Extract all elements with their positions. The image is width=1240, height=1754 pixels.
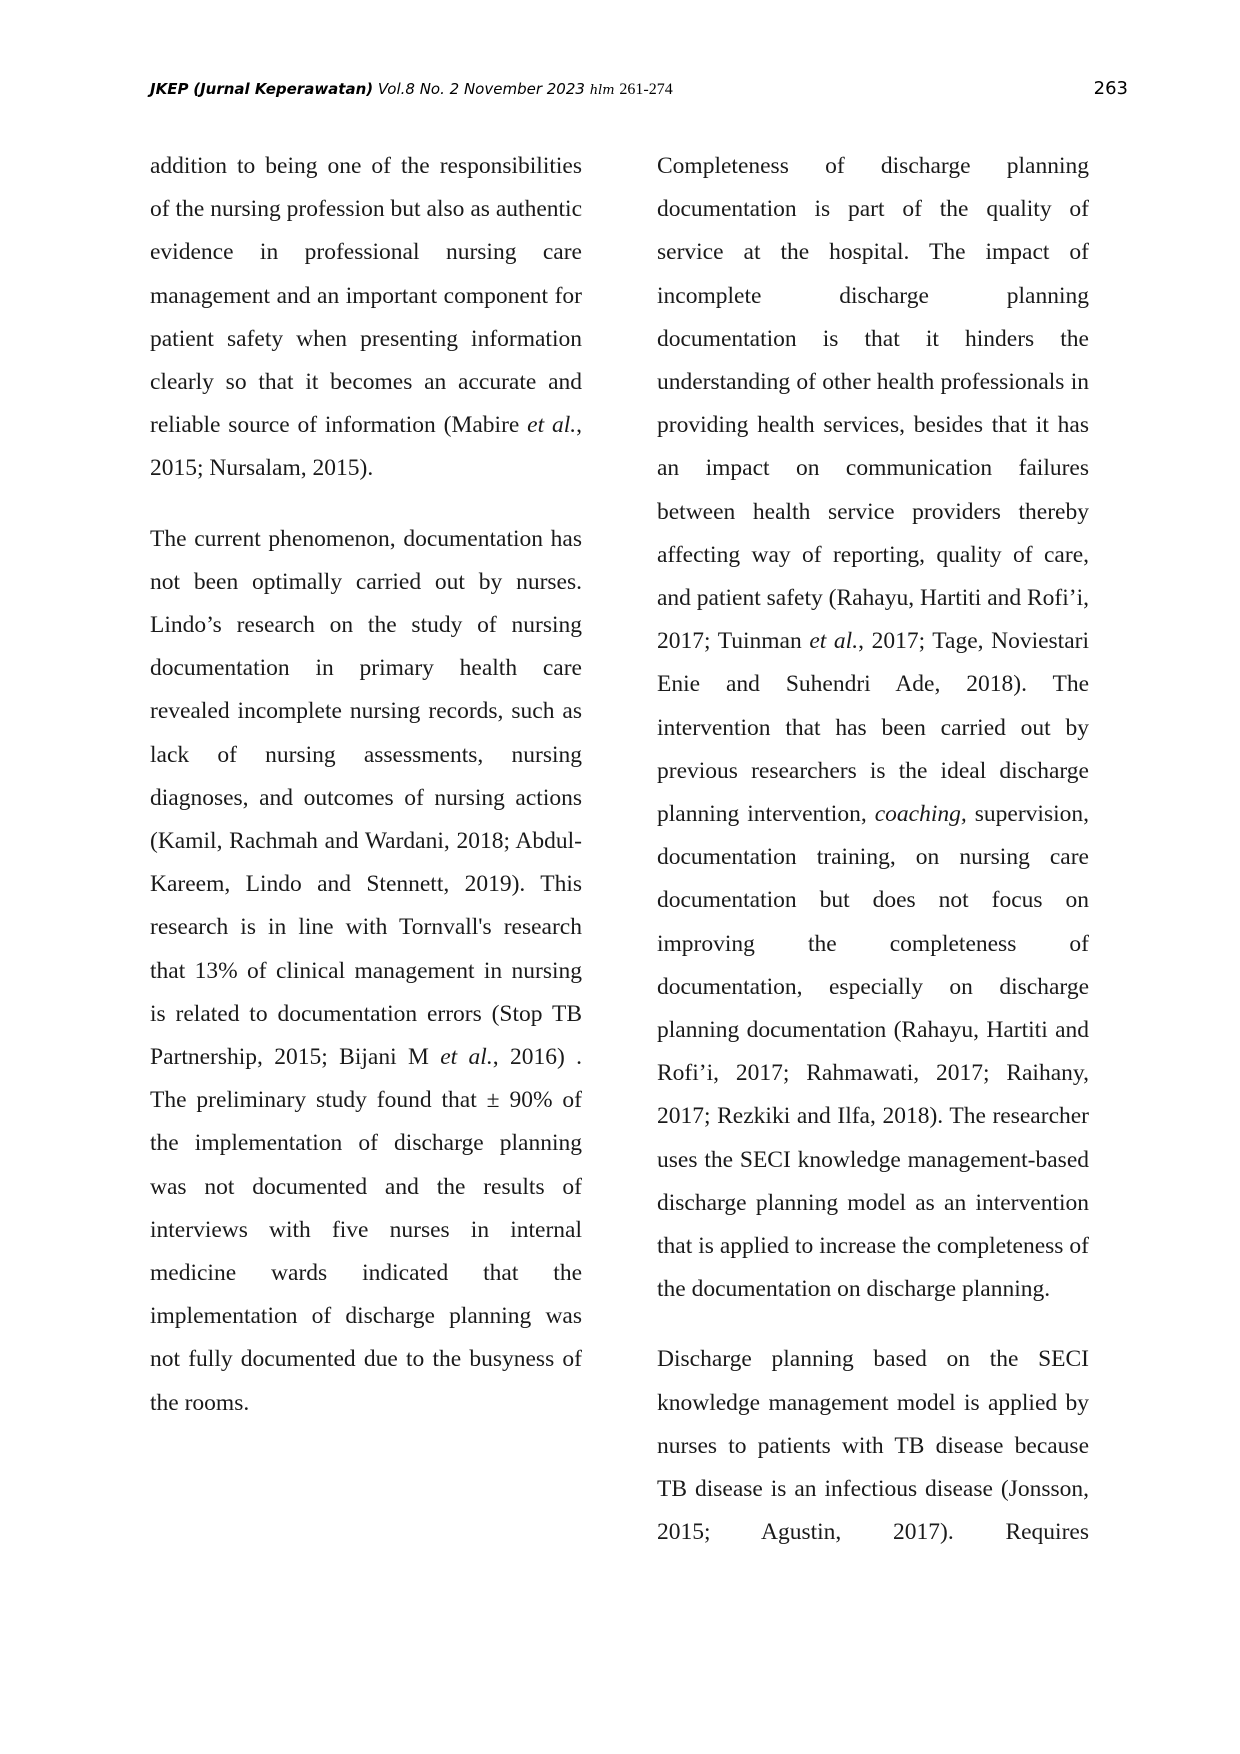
coaching-italic: coaching, [874, 801, 967, 828]
running-head [150, 78, 1128, 108]
left-paragraph-2 [150, 518, 582, 1425]
text-run: Completeness of discharge planning documentation is part of the quality of service at the hospital. The impact of incomplete discharge planning documentation is that it hinders the understanding of other health professionals in providing health services, besides that it has an impact on communication failures between health service providers thereby affecting way of reporting, quality of care, and patient safety (Rahayu, Hartiti and Rofi’i, 2017; Tuinman [657, 153, 1090, 655]
journal-full-name: (Jurnal Keperawatan) [193, 80, 374, 98]
left-column [150, 145, 582, 1425]
volume-issue: Vol.8 No. 2 November 2023 [377, 80, 585, 98]
hlm-label: hlm [589, 83, 615, 98]
et-al-italic: et al. [809, 628, 859, 655]
journal-citation [150, 80, 673, 99]
text-run: The current phenomenon, documentation has not been optimally carried out by nurses. Lindo’s research on the study of nursing documentation in primary health care revealed incomplete nursing records, such as lack of nursing assessments, nursing diagnoses, and outcomes of nursing actions (Kamil, Rachmah and Wardani, 2018; Abdul-Kareem, Lindo and Stennett, 2019). This research is in line with Tornvall's research that 13% of clinical management in nursing is related to documentation errors (Stop TB Partnership, 2015; Bijani M [150, 525, 582, 1071]
page-range: 261-274 [619, 81, 673, 98]
text-run: supervision, documentation training, on nursing care documentation but does not focus on improving the completeness of documentation, especially on discharge planning documentation (Rahayu, Hartiti and Rofi’i, 2017; Rahmawati, 2017; Raihany, 2017; Rezkiki and Ilfa, 2018). The researcher uses the SECI knowledge management-based discharge planning model as an intervention that is applied to increase the completeness of the documentation on discharge planning. [657, 801, 1089, 1303]
et-al-italic: et al. [440, 1044, 493, 1071]
right-column [657, 145, 1089, 1555]
text-run: addition to being one of the responsibilities of the nursing profession but also as authentic evidence in professional nursing care management and an important component for patient safety when presenting information clearly so that it becomes an accurate and reliable source of information (Mabire [150, 153, 582, 439]
text-run: , 2017; Tage, Noviestari Enie and Suhendri Ade, 2018). The intervention that has been carried out by previous researchers is the ideal discharge planning intervention, [657, 628, 1089, 828]
page-number: 263 [1093, 78, 1128, 99]
right-paragraph-2: Discharge planning based on the SECI knowledge management model is applied by nurses to patients with TB disease because TB disease is an infectious disease (Jonsson, 2015; Agustin, 2017). Requires [657, 1346, 1089, 1546]
journal-short-name: JKEP [150, 80, 189, 98]
right-paragraph-1 [657, 145, 1089, 1311]
text-run: , 2015; Nursalam, 2015). [150, 412, 582, 482]
left-paragraph-1 [150, 145, 582, 491]
text-run: , 2016) . The preliminary study found that ± 90% of the implementation of discharge planning was not documented and the results of interviews with five nurses in internal medicine wards indicated that the implementation of discharge planning was not fully documented due to the busyness of the rooms. [150, 1044, 582, 1416]
et-al-italic: et al. [527, 412, 577, 439]
